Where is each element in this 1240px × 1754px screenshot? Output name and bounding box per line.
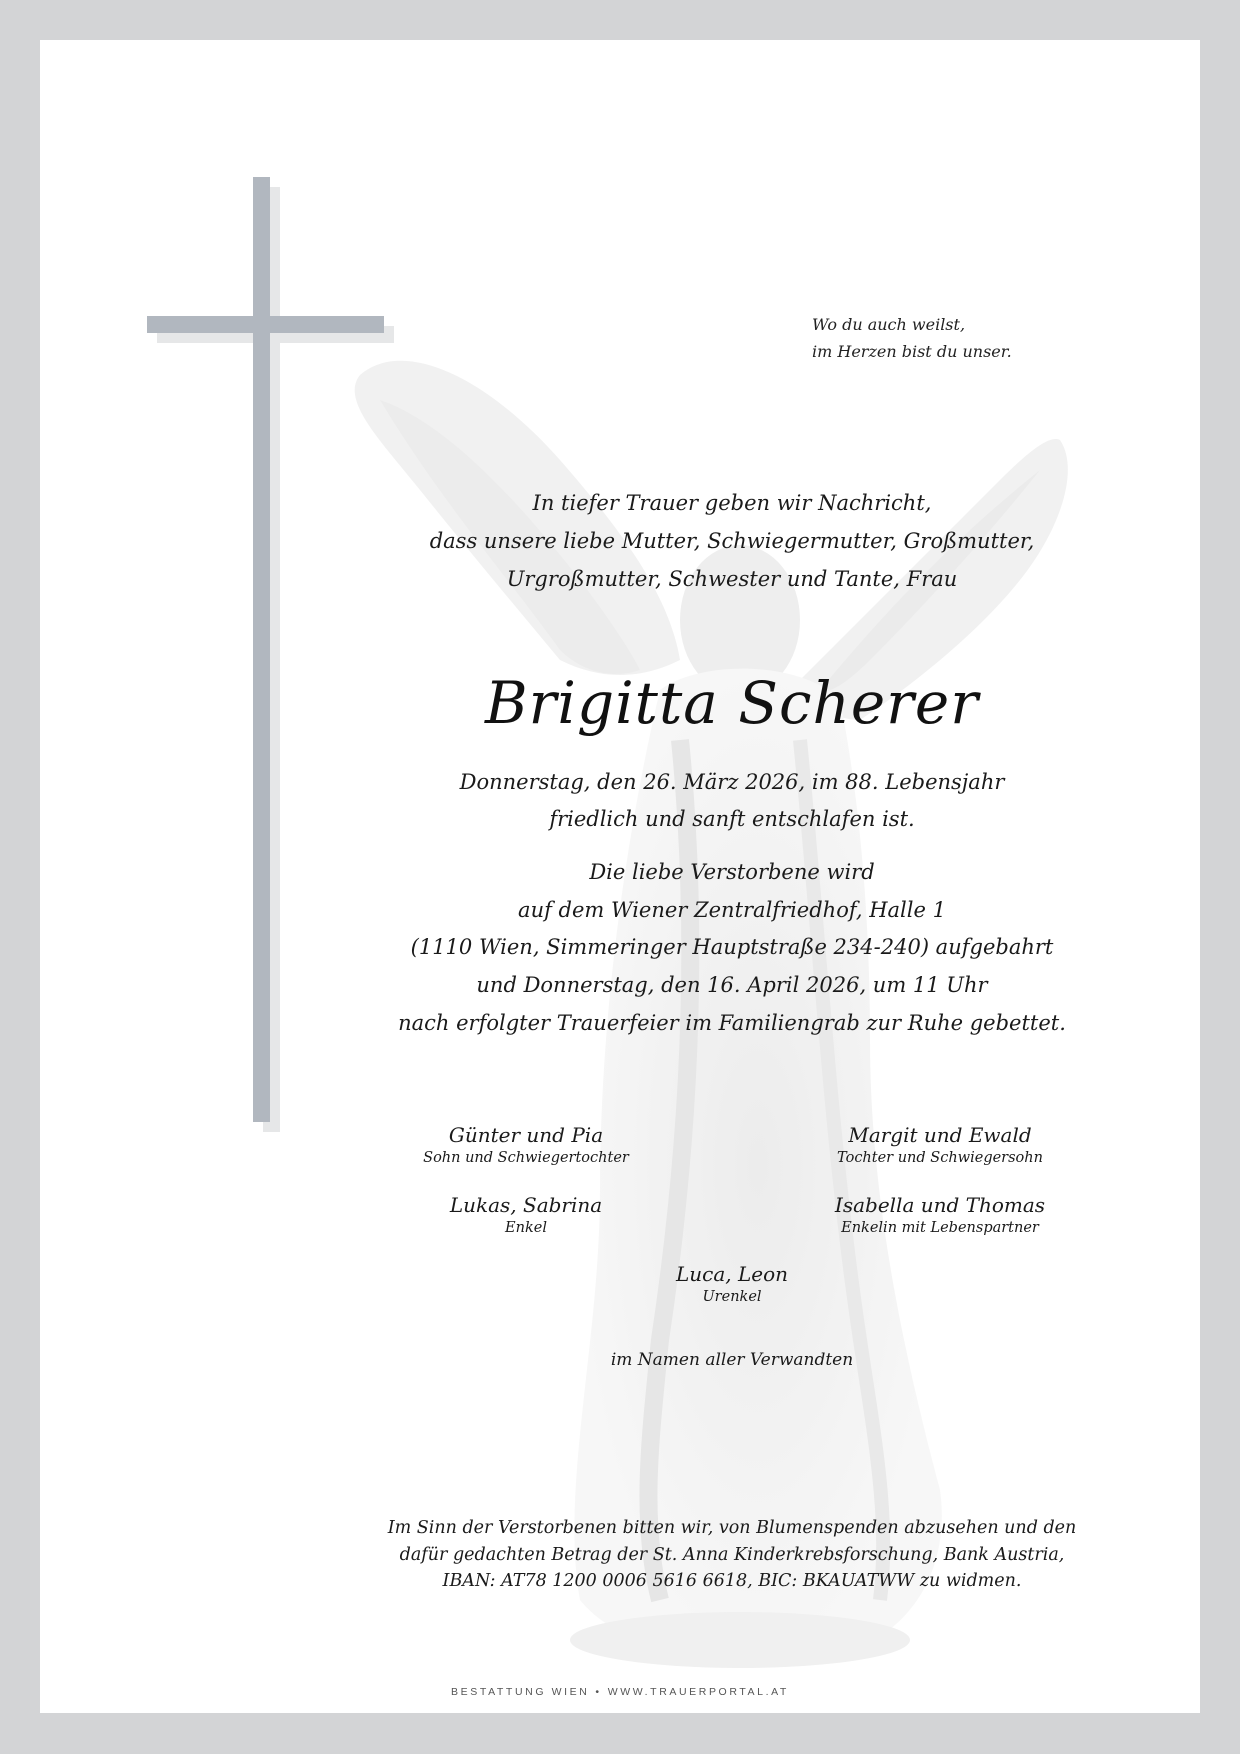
obituary-sheet bbox=[40, 40, 1200, 1713]
footer bbox=[451, 1686, 789, 1698]
donation-line: Im Sinn der Verstorbenen bitten wir, von Blumenspenden abzusehen und den bbox=[387, 1518, 1077, 1538]
mourner-entry bbox=[423, 1122, 629, 1168]
intro-line: In tiefer Trauer geben wir Nachricht, bbox=[532, 491, 932, 515]
intro-text bbox=[430, 484, 1035, 598]
mourner-entry bbox=[450, 1192, 602, 1238]
footer-website-link[interactable]: WWW.TRAUERPORTAL.AT bbox=[607, 1686, 789, 1698]
motto-line: im Herzen bist du unser. bbox=[812, 342, 1012, 361]
closing-line: im Namen aller Verwandten bbox=[610, 1350, 854, 1370]
donation-line: IBAN: AT78 1200 0006 5616 6618, BIC: BKAUATWW zu widmen. bbox=[442, 1571, 1022, 1591]
mourner-names: Isabella und Thomas bbox=[834, 1193, 1046, 1217]
death-notice-line: friedlich und sanft entschlafen ist. bbox=[549, 807, 915, 831]
mourner-names: Lukas, Sabrina bbox=[449, 1193, 603, 1217]
cross-icon-crossbar bbox=[147, 316, 384, 333]
donation-line: dafür gedachten Betrag der St. Anna Kinderkrebsforschung, Bank Austria, bbox=[399, 1544, 1065, 1565]
intro-line: Urgroßmutter, Schwester und Tante, Frau bbox=[506, 567, 958, 591]
funeral-info-line: und Donnerstag, den 16. April 2026, um 11 Uhr bbox=[476, 973, 988, 998]
mourner-names: Margit und Ewald bbox=[848, 1123, 1032, 1147]
mourner-relation: Enkelin mit Lebenspartner bbox=[841, 1220, 1039, 1236]
funeral-info-line: (1110 Wien, Simmeringer Hauptstraße 234-240) aufgebahrt bbox=[410, 935, 1054, 960]
funeral-info-line: Die liebe Verstorbene wird bbox=[589, 860, 875, 884]
death-notice bbox=[460, 764, 1005, 838]
mourner-relation: Sohn und Schwiegertochter bbox=[423, 1150, 629, 1166]
footer-separator: • bbox=[595, 1686, 602, 1698]
funeral-info bbox=[398, 854, 1066, 1043]
mourner-entry bbox=[837, 1122, 1043, 1168]
funeral-info-line: nach erfolgter Trauerfeier im Familiengrab zur Ruhe gebettet. bbox=[398, 1010, 1066, 1035]
footer-company: BESTATTUNG WIEN bbox=[451, 1686, 590, 1698]
mourner-entry bbox=[835, 1192, 1045, 1238]
mourner-names: Luca, Leon bbox=[675, 1262, 789, 1286]
donation-request bbox=[388, 1515, 1077, 1595]
deceased-name: Brigitta Scherer bbox=[485, 669, 979, 737]
intro-line: dass unsere liebe Mutter, Schwiegermutter, Großmutter, bbox=[429, 529, 1035, 553]
mourner-relation: Urenkel bbox=[702, 1289, 762, 1305]
motto-line: Wo du auch weilst, bbox=[812, 315, 966, 334]
mourner-relation: Tochter und Schwiegersohn bbox=[837, 1150, 1043, 1166]
mourner-names: Günter und Pia bbox=[448, 1123, 604, 1147]
mourner-relation: Enkel bbox=[505, 1220, 547, 1236]
mourner-entry bbox=[676, 1261, 788, 1307]
death-notice-line: Donnerstag, den 26. März 2026, im 88. Lebensjahr bbox=[459, 770, 1005, 794]
motto bbox=[812, 311, 1012, 365]
funeral-info-line: auf dem Wiener Zentralfriedhof, Halle 1 bbox=[518, 897, 946, 922]
